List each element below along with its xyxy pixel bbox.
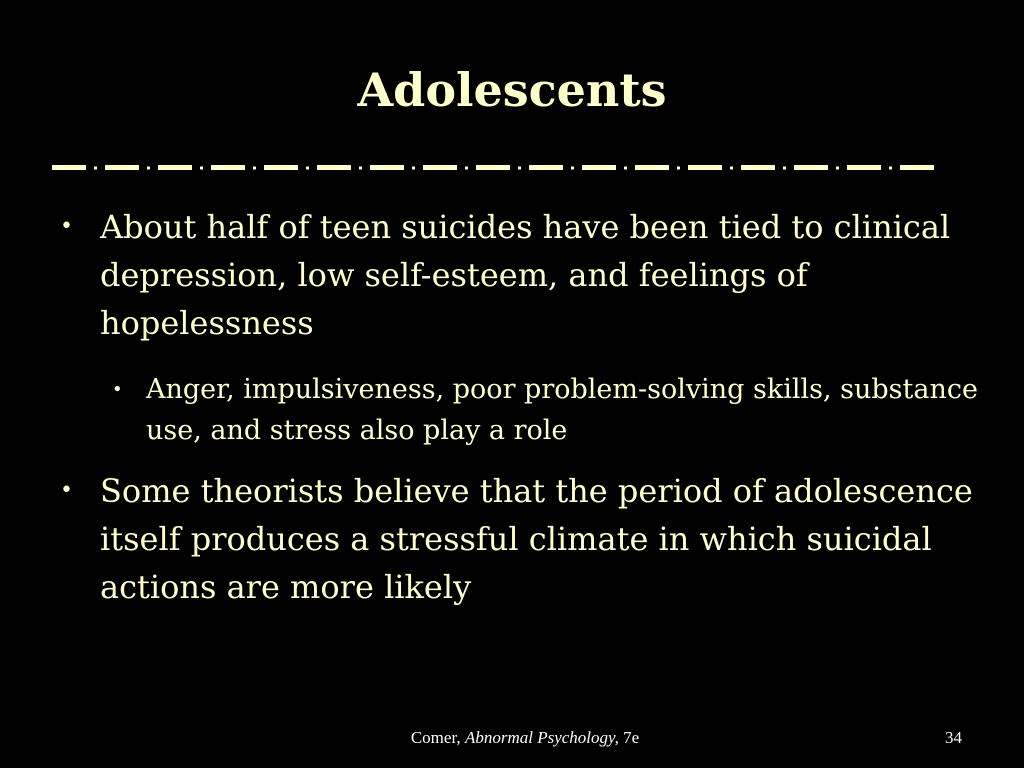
- divider-dot: [306, 167, 309, 170]
- footer-author: Comer,: [410, 728, 465, 747]
- divider-dash: [317, 165, 351, 170]
- divider-dot: [571, 167, 574, 170]
- divider-dot: [836, 167, 839, 170]
- bullet-text: Some theorists believe that the period of adolescence itself produces a stressful climate in which suicidal actions are more likely: [100, 472, 973, 606]
- title-divider: [52, 164, 972, 172]
- divider-dot: [677, 167, 680, 170]
- divider-dash: [52, 165, 86, 170]
- divider-dash: [900, 165, 934, 170]
- footer-edition: 7e: [618, 728, 640, 747]
- bullet-dot: •: [60, 478, 73, 503]
- divider-dash: [847, 165, 881, 170]
- bullet-item: [60, 203, 980, 347]
- divider-dot: [889, 167, 892, 170]
- divider-dash: [370, 165, 404, 170]
- bullet-text: About half of teen suicides have been tied to clinical depression, low self-esteem, and feelings of hopelessness: [100, 208, 951, 342]
- divider-dot: [412, 167, 415, 170]
- divider-dash: [211, 165, 245, 170]
- divider-dash: [158, 165, 192, 170]
- page-number: 34: [945, 728, 962, 747]
- divider-dash: [582, 165, 616, 170]
- slide-title: Adolescents: [357, 63, 667, 117]
- divider-dash: [688, 165, 722, 170]
- sub-bullet-text: Anger, impulsiveness, poor problem-solving skills, substance use, and stress also play a role: [146, 374, 978, 446]
- divider-dash: [476, 165, 510, 170]
- slide-body: [60, 203, 980, 633]
- divider-dash: [105, 165, 139, 170]
- bullet-dot: •: [60, 214, 73, 239]
- bullet-item: [60, 467, 980, 611]
- divider-dash: [529, 165, 563, 170]
- divider-dash: [741, 165, 775, 170]
- divider-dot: [94, 167, 97, 170]
- divider-dot: [147, 167, 150, 170]
- divider-dot: [624, 167, 627, 170]
- divider-dot: [359, 167, 362, 170]
- divider-dot: [783, 167, 786, 170]
- sub-bullet-item: [112, 369, 980, 451]
- divider-dash: [794, 165, 828, 170]
- divider-dash: [264, 165, 298, 170]
- divider-dash: [635, 165, 669, 170]
- sub-bullet-dot: •: [112, 379, 123, 400]
- divider-dot: [465, 167, 468, 170]
- footer-work-title: Abnormal Psychology,: [464, 728, 619, 747]
- divider-dash: [423, 165, 457, 170]
- divider-dot: [253, 167, 256, 170]
- divider-dot: [518, 167, 521, 170]
- divider-dot: [730, 167, 733, 170]
- divider-dot: [200, 167, 203, 170]
- footer-citation: [0, 728, 1024, 748]
